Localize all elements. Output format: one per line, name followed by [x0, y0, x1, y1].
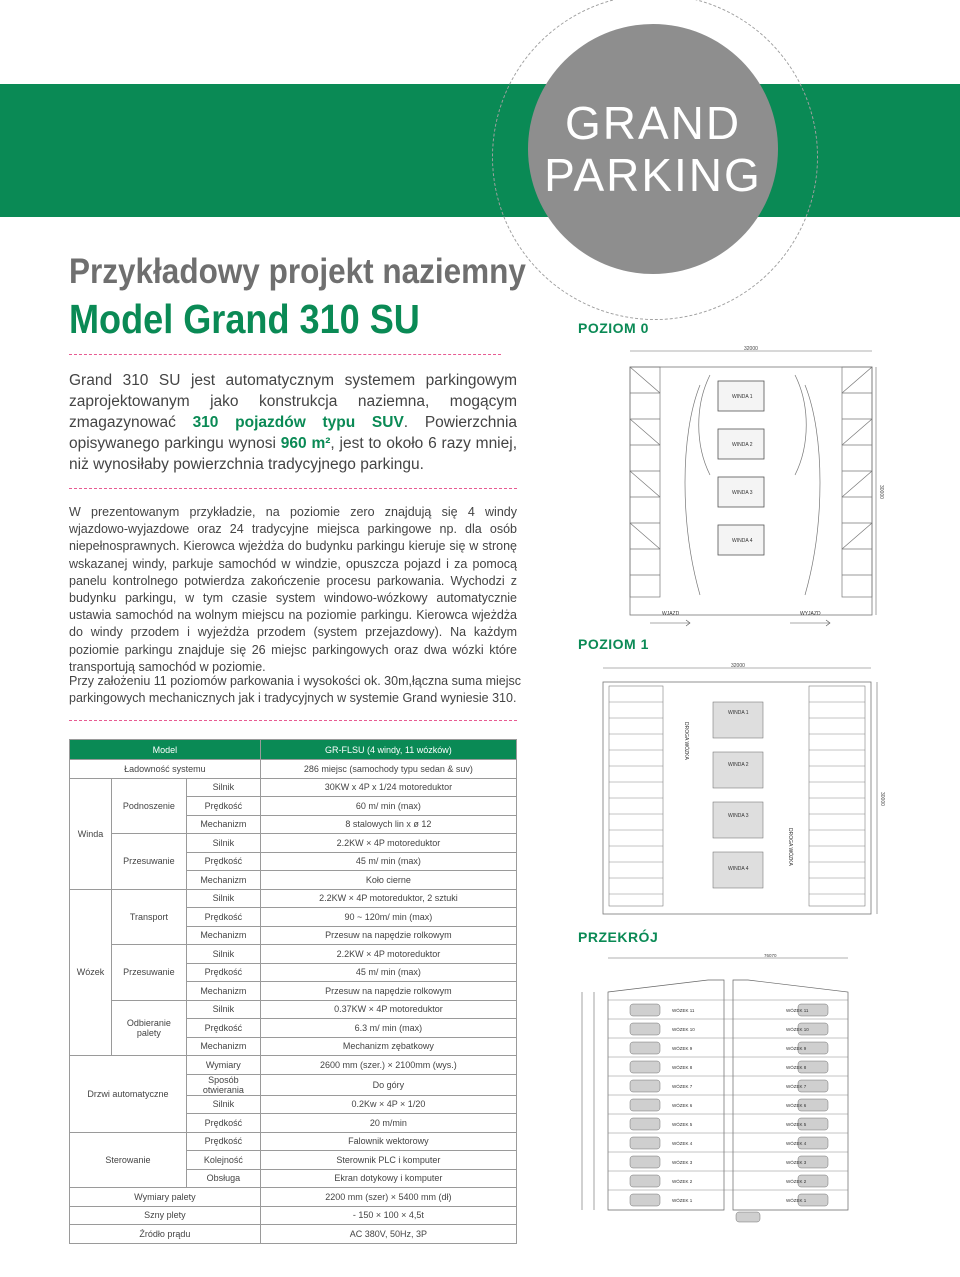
- row-value: 2200 mm (szer) × 5400 mm (dł): [260, 1188, 516, 1207]
- row-key: Mechanizm: [186, 871, 260, 890]
- cart-label-left-9: WÓZEK 9: [672, 1046, 693, 1051]
- cart-label-left-5: WÓZEK 5: [672, 1122, 693, 1127]
- divider: [69, 354, 501, 355]
- cart-label-left-11: WÓZEK 11: [672, 1008, 695, 1013]
- cart-label-right-11: WÓZEK 11: [786, 1008, 809, 1013]
- row-key: Prędkość: [186, 1132, 260, 1151]
- row-value: 0.2Kw × 4P × 1/20: [260, 1095, 516, 1114]
- row-value: - 150 × 100 × 4,5t: [260, 1206, 516, 1225]
- cart-label-right-1: WÓZEK 1: [786, 1198, 807, 1203]
- row-value: 8 stalowych lin x ø 12: [260, 815, 516, 834]
- header-label: Model: [70, 740, 261, 760]
- intro-text-3: , jest to około 6 razy mniej, niż wynosiłaby powierzchnia tradycyjnego parkingu.: [69, 435, 518, 473]
- dim-width-label: 32000: [744, 346, 758, 352]
- row-key: Silnik: [186, 1000, 260, 1019]
- row-value: Do góry: [260, 1074, 516, 1095]
- table-row: [70, 778, 517, 797]
- group-drzwi: Drzwi automatyczne: [70, 1056, 187, 1133]
- row-key: Mechanizm: [186, 926, 260, 945]
- intro-text-2: . Powierzchnia opisywanego parkingu wynosi: [69, 414, 518, 452]
- group-winda: Winda: [70, 778, 112, 889]
- row-value: Mechanizm zębatkowy: [260, 1037, 516, 1056]
- group-przesuwanie-winda: Przesuwanie: [111, 834, 186, 890]
- level-1-lift-4: WINDA 4: [728, 866, 749, 872]
- label-section: PRZEKRÓJ: [578, 929, 659, 945]
- row-key: Wymiary: [186, 1056, 260, 1075]
- page-subtitle: Przykładowy projekt naziemny: [69, 252, 526, 291]
- row-value: 45 m/ min (max): [260, 852, 516, 871]
- section-drawing: [568, 952, 858, 1252]
- row-value: 2.2KW × 4P motoreduktor, 2 sztuki: [260, 889, 516, 908]
- cart-label-left-8: WÓZEK 8: [672, 1065, 693, 1070]
- summary-paragraph: Przy założeniu 11 poziomów parkowania i wysokości ok. 30m,łączna suma miejsc parkingowych mechanicznych jak i tradycyjnych w systemie Grand wyniesie 310.: [69, 674, 522, 705]
- row-value: AC 380V, 50Hz, 3P: [260, 1225, 516, 1244]
- table-row: [70, 1000, 517, 1019]
- cart-label-left-2: WÓZEK 2: [672, 1179, 693, 1184]
- intro-paragraph: [69, 370, 517, 475]
- row-key: Silnik: [186, 1095, 260, 1114]
- page-title: Model Grand 310 SU: [69, 296, 420, 342]
- group-przesuwanie-wozek: Przesuwanie: [111, 945, 186, 1001]
- lift-label-2: WINDA 2: [732, 442, 753, 448]
- table-row: [70, 1188, 517, 1207]
- cart-label-right-5: WÓZEK 5: [786, 1122, 807, 1127]
- row-key: Prędkość: [186, 797, 260, 816]
- entry-label: WJAZD: [662, 611, 680, 617]
- table-row: [70, 889, 517, 908]
- row-value: Przesuw na napędzie rolkowym: [260, 982, 516, 1001]
- row-key: Prędkość: [186, 1114, 260, 1133]
- row-key: Prędkość: [186, 963, 260, 982]
- cart-label-right-6: WÓZEK 6: [786, 1103, 807, 1108]
- divider: [69, 488, 517, 489]
- section-dim-label: 76070: [764, 953, 777, 958]
- cart-label-right-4: WÓZEK 4: [786, 1141, 807, 1146]
- row-key: Silnik: [186, 945, 260, 964]
- divider: [69, 720, 517, 721]
- cart-label-left-6: WÓZEK 6: [672, 1103, 693, 1108]
- level-1-plan-drawing: [593, 662, 893, 922]
- row-value: 2.2KW × 4P motoreduktor: [260, 834, 516, 853]
- row-value: 6.3 m/ min (max): [260, 1019, 516, 1038]
- row-key: Silnik: [186, 778, 260, 797]
- level-1-lift-2: WINDA 2: [728, 762, 749, 768]
- row-value: 60 m/ min (max): [260, 797, 516, 816]
- lift-label-4: WINDA 4: [732, 538, 753, 544]
- capacity-value: 286 miejsc (samochody typu sedan & suv): [260, 760, 516, 779]
- row-value: 20 m/min: [260, 1114, 516, 1133]
- capacity-label: Ładowność systemu: [70, 760, 261, 779]
- exit-label: WYJAZD: [800, 611, 821, 617]
- row-key: Silnik: [186, 889, 260, 908]
- row-value: Ekran dotykowy i komputer: [260, 1169, 516, 1188]
- level-0-plan-drawing: [610, 345, 900, 645]
- intro-highlight-2: 960 m²: [280, 435, 331, 452]
- cart-lane-left: DROGA WÓZKA: [683, 722, 689, 760]
- level-1-dim-width: 32000: [731, 663, 745, 669]
- table-row: [70, 834, 517, 853]
- cart-label-right-2: WÓZEK 2: [786, 1179, 807, 1184]
- table-row: [70, 1225, 517, 1244]
- row-value: 2600 mm (szer.) × 2100mm (wys.): [260, 1056, 516, 1075]
- level-1-lift-3: WINDA 3: [728, 813, 749, 819]
- group-sterowanie: Sterowanie: [70, 1132, 187, 1188]
- cart-label-left-4: WÓZEK 4: [672, 1141, 693, 1146]
- group-transport: Transport: [111, 889, 186, 945]
- row-value: 30KW x 4P x 1/24 motoreduktor: [260, 778, 516, 797]
- badge-line-1: GRAND: [564, 97, 742, 149]
- row-key: Wymiary palety: [70, 1188, 261, 1207]
- level-1-dim-height: 30000: [879, 792, 885, 806]
- table-row: [70, 760, 517, 779]
- cart-label-right-8: WÓZEK 8: [786, 1065, 807, 1070]
- cart-label-left-10: WÓZEK 10: [672, 1027, 695, 1032]
- cart-label-left-3: WÓZEK 3: [672, 1160, 693, 1165]
- group-odbieranie: Odbieranie palety: [111, 1000, 186, 1056]
- row-value: Koło cierne: [260, 871, 516, 890]
- table-header-row: [70, 740, 517, 760]
- row-key: Sposób otwierania: [186, 1074, 260, 1095]
- intro-text-1: Grand 310 SU jest automatycznym systemem parkingowym zaprojektowanym jako konstrukcja naziemna, mogącym zmagazynować: [69, 372, 517, 431]
- row-key: Mechanizm: [186, 815, 260, 834]
- cart-label-right-7: WÓZEK 7: [786, 1084, 807, 1089]
- row-key: Kolejność: [186, 1151, 260, 1170]
- description-paragraph: W prezentowanym przykładzie, na poziomie zero znajdują się 4 windy wjazdowo-wyjazdowe oraz 24 tradycyjne miejsca parkingowe np. dla osób niepełnosprawnych. Kierowca wjeżdża do budynku parkingu kieruje się w stronę wskazanej windy, parkuje samochód w windzie, opuszcza pojazd i za pomocą panelu kontrolnego potwierdza zakończenie procesu parkowania. Wychodzi z budynku parkingu, w tym czasie system windowo-wózkowy automatycznie ustawia samochód na wolnym miejscu na poziomie parkingu. Kierowca wjeżdża do windy przodem i wyjeżdża przodem (system przejazdowy). Na każdym poziomie parkingu znajduje się 26 miejsc parkingowych oraz dwa wózki które transportują samochód w poziomie.: [69, 505, 517, 674]
- row-value: 90 ~ 120m/ min (max): [260, 908, 516, 927]
- table-row: [70, 1206, 517, 1225]
- label-level-1: POZIOM 1: [578, 636, 649, 652]
- row-key: Źródło prądu: [70, 1225, 261, 1244]
- cart-label-left-1: WÓZEK 1: [672, 1198, 693, 1203]
- row-key: Obsługa: [186, 1169, 260, 1188]
- header-value: GR-FLSU (4 windy, 11 wózków): [260, 740, 516, 760]
- row-value: 45 m/ min (max): [260, 963, 516, 982]
- dim-height-label: 30000: [878, 485, 884, 499]
- row-value: Sterownik PLC i komputer: [260, 1151, 516, 1170]
- row-value: Falownik wektorowy: [260, 1132, 516, 1151]
- grand-parking-badge: [528, 24, 778, 274]
- badge-line-2: PARKING: [544, 149, 762, 201]
- label-level-0: POZIOM 0: [578, 320, 649, 336]
- row-key: Mechanizm: [186, 1037, 260, 1056]
- row-value: Przesuw na napędzie rolkowym: [260, 926, 516, 945]
- row-key: Prędkość: [186, 908, 260, 927]
- intro-highlight-1: 310 pojazdów typu SUV: [192, 414, 404, 431]
- cart-label-right-3: WÓZEK 3: [786, 1160, 807, 1165]
- spec-table: [69, 739, 517, 1244]
- lift-label-1: WINDA 1: [732, 394, 753, 400]
- row-value: 2.2KW × 4P motoreduktor: [260, 945, 516, 964]
- row-value: 0.37KW × 4P motoreduktor: [260, 1000, 516, 1019]
- level-1-lift-1: WINDA 1: [728, 710, 749, 716]
- row-key: Prędkość: [186, 852, 260, 871]
- cart-label-right-9: WÓZEK 9: [786, 1046, 807, 1051]
- lift-label-3: WINDA 3: [732, 490, 753, 496]
- cart-label-right-10: WÓZEK 10: [786, 1027, 809, 1032]
- row-key: Silnik: [186, 834, 260, 853]
- table-row: [70, 945, 517, 964]
- row-key: Szny plety: [70, 1206, 261, 1225]
- row-key: Mechanizm: [186, 982, 260, 1001]
- cart-lane-right: DROGA WÓZKA: [787, 828, 793, 866]
- group-podnoszenie: Podnoszenie: [111, 778, 186, 834]
- row-key: Prędkość: [186, 1019, 260, 1038]
- group-wozek: Wózek: [70, 889, 112, 1056]
- table-row: [70, 1056, 517, 1075]
- cart-label-left-7: WÓZEK 7: [672, 1084, 693, 1089]
- table-row: [70, 1132, 517, 1151]
